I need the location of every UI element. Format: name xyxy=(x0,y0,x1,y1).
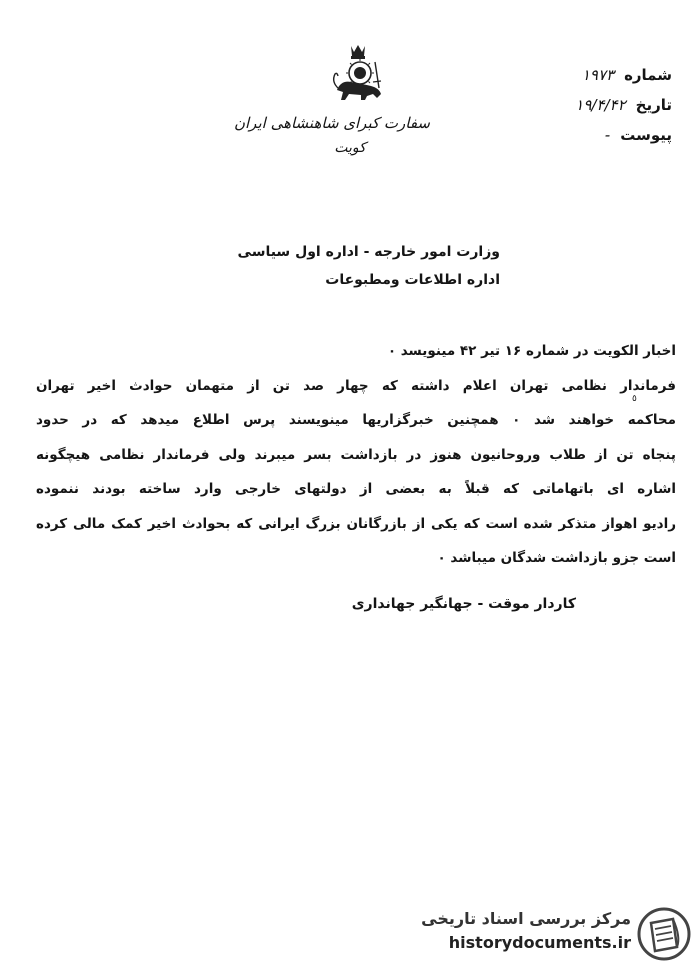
reference-attachment-row xyxy=(522,120,672,150)
body-line: اشاره ای باتهاماتی که قبلاً به بعضی از دولتهای خارجی وارد ساخته بودند ننموده xyxy=(36,481,676,497)
addressee-line-2: اداره اطلاعات ومطبوعات xyxy=(325,272,500,288)
letter-body xyxy=(36,334,676,576)
body-line: اخبار الکویت در شماره ۱۶ تیر ۴۲ مینویسد ٠ xyxy=(387,343,676,359)
watermark-text-fa: مرکز بررسی اسناد تاریخی xyxy=(421,909,631,928)
body-line: فرماندار نظامی تهران اعلام داشته که چهار صد تن از متهمان حوادث اخیر تهران xyxy=(36,377,676,394)
margin-mark: ٥ xyxy=(632,394,637,404)
body-line: محاکمه خواهند شد ٠ همچنین خبرگزاریها مینویسند پرس اطلاع میدهد که در حدود xyxy=(36,412,676,428)
watermark-text-en: historydocuments.ir xyxy=(448,933,631,952)
date-value: ۱۹/۴/۴۲ xyxy=(575,96,626,114)
number-value: ۱۹۷۳ xyxy=(581,66,615,84)
number-label: شماره xyxy=(624,66,672,84)
addressee xyxy=(180,238,500,294)
attachment-value: - xyxy=(604,126,611,144)
embassy-city: کویت xyxy=(334,140,366,156)
watermark xyxy=(421,905,695,961)
body-line: پنجاه تن از طلاب وروحانیون هنوز در بازداشت بسر میبرند ولی فرماندار نظامی هیچگونه xyxy=(36,446,676,463)
reference-block xyxy=(522,60,672,150)
signature: کاردار موقت - جهانگیر جهانداری xyxy=(351,596,576,612)
reference-number-row xyxy=(522,60,672,90)
embassy-name: سفارت کبرای شاهنشاهی ایران xyxy=(234,114,430,132)
date-label: تاریخ xyxy=(635,96,672,114)
archive-logo-icon xyxy=(637,907,691,961)
body-line: است جزو بازداشت شدگان میباشد ٠ xyxy=(437,550,676,566)
attachment-label: پیوست xyxy=(620,126,672,144)
addressee-line-1: وزارت امور خارجه - اداره اول سیاسی xyxy=(237,244,500,260)
lion-and-sun-emblem xyxy=(327,42,389,104)
reference-date-row xyxy=(522,90,672,120)
body-line: رادیو اهواز متذکر شده است که یکی از بازرگانان بزرگ ایرانی که بحوادث اخیر کمک مالی کرده xyxy=(36,515,676,532)
